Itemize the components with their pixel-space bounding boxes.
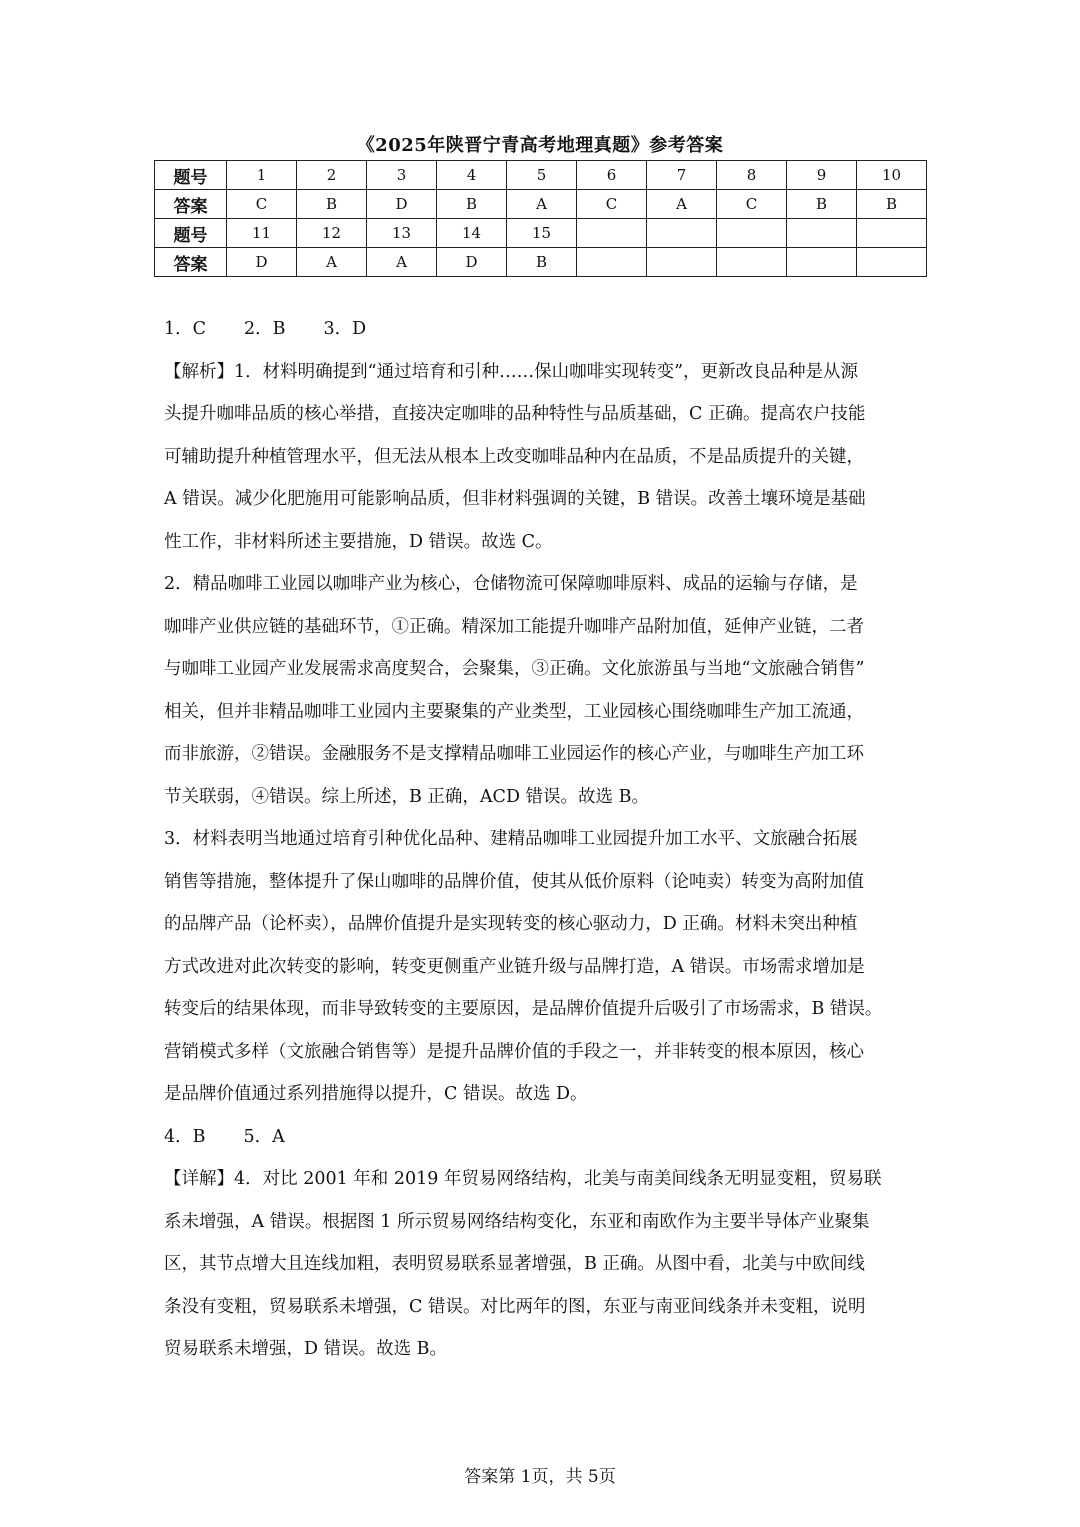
table-cell: 4 <box>437 161 507 190</box>
analysis-q2-line: 与咖啡工业园产业发展需求高度契合，会聚集，③正确。文化旅游虽与当地“文旅融合销售” <box>164 659 865 679</box>
analysis-q4-line: 区，其节点增大且连线加粗，表明贸易联系显著增强，B 正确。从图中看，北美与中欧间线 <box>164 1254 865 1274</box>
table-row <box>155 161 927 190</box>
table-cell: 9 <box>787 161 857 190</box>
table-cell: 5 <box>507 161 577 190</box>
table-cell: 14 <box>437 219 507 248</box>
analysis-q3-line: 的品牌产品（论杯卖），品牌价值提升是实现转变的核心驱动力，D 正确。材料未突出种植 <box>164 914 858 934</box>
table-cell: C <box>227 190 297 219</box>
answer-1: 1．C <box>164 319 207 339</box>
table-cell: B <box>437 190 507 219</box>
analysis-q3-line: 营销模式多样（文旅融合销售等）是提升品牌价值的手段之一，并非转变的根本原因，核心 <box>164 1041 864 1062</box>
analysis-q3-line: 方式改进对此次转变的影响，转变更侧重产业链升级与品牌打造，A 错误。市场需求增加是 <box>164 956 865 977</box>
answer-5: 5．A <box>243 1126 285 1147</box>
analysis-q1-line: 可辅助提升种植管理水平，但无法从根本上改变咖啡品种内在品质，不是品质提升的关键， <box>164 446 864 467</box>
table-cell: C <box>577 190 647 219</box>
table-cell: D <box>227 248 297 277</box>
table-cell: A <box>297 248 367 277</box>
table-row <box>155 219 927 248</box>
table-cell: A <box>507 190 577 219</box>
row-header: 题号 <box>155 161 227 190</box>
table-cell: 1 <box>227 161 297 190</box>
analysis-q4-line: 贸易联系未增强，D 错误。故选 B。 <box>164 1339 448 1359</box>
analysis-q2-line: 咖啡产业供应链的基础环节，①正确。精深加工能提升咖啡产品附加值，延伸产业链，二者 <box>164 616 864 637</box>
table-cell <box>857 219 927 248</box>
analysis-q4-line: 条没有变粗，贸易联系未增强，C 错误。对比两年的图，东亚与南亚间线条并未变粗，说明 <box>164 1296 866 1317</box>
page-footer: 答案第 1页，共 5页 <box>464 1467 616 1487</box>
document-title: 《2025年陕晋宁青高考地理真题》参考答案 <box>356 135 724 156</box>
table-cell: 2 <box>297 161 367 190</box>
table-cell: 12 <box>297 219 367 248</box>
answer-summary-4-5 <box>164 1116 920 1159</box>
table-cell: 7 <box>647 161 717 190</box>
table-cell: B <box>507 248 577 277</box>
table-cell <box>857 248 927 277</box>
answer-summary-1-3 <box>164 308 920 351</box>
explanation-body <box>164 308 920 1371</box>
table-cell: 13 <box>367 219 437 248</box>
table-cell <box>787 248 857 277</box>
answer-2: 2．B <box>244 319 286 339</box>
table-cell: B <box>787 190 857 219</box>
table-row <box>155 190 927 219</box>
table-row <box>155 248 927 277</box>
analysis-q3-line: 销售等措施，整体提升了保山咖啡的品牌价值，使其从低价原料（论吨卖）转变为高附加值 <box>164 871 864 892</box>
table-cell: 6 <box>577 161 647 190</box>
row-header: 答案 <box>155 248 227 277</box>
table-cell: A <box>367 248 437 277</box>
analysis-q1-line: 头提升咖啡品质的核心举措，直接决定咖啡的品种特性与品质基础，C 正确。提高农户技能 <box>164 404 866 424</box>
analysis-q2-line: 节关联弱，④错误。综上所述，B 正确，ACD 错误。故选 B。 <box>164 786 649 807</box>
table-cell: 3 <box>367 161 437 190</box>
analysis-q3-line: 是品牌价值通过系列措施得以提升，C 错误。故选 D。 <box>164 1084 588 1104</box>
answer-4: 4．B <box>164 1126 206 1147</box>
answer-3: 3．D <box>323 319 367 339</box>
analysis-q1-line: 【解析】1．材料明确提到“通过培育和引种……保山咖啡实现转变”，更新改良品种是从源 <box>164 361 859 382</box>
analysis-q3-line: 3．材料表明当地通过培育引种优化品种、建精品咖啡工业园提升加工水平、文旅融合拓展 <box>164 829 858 849</box>
table-cell: 11 <box>227 219 297 248</box>
analysis-q4-line: 【详解】4．对比 2001 年和 2019 年贸易网络结构，北美与南美间线条无明显变粗，贸易联 <box>164 1169 882 1189</box>
row-header: 题号 <box>155 219 227 248</box>
table-cell: 8 <box>717 161 787 190</box>
analysis-q3-line: 转变后的结果体现，而非导致转变的主要原因，是品牌价值提升后吸引了市场需求，B 错误。 <box>164 999 883 1019</box>
table-cell <box>647 219 717 248</box>
table-cell: 15 <box>507 219 577 248</box>
answer-table <box>154 160 927 277</box>
analysis-q2-line: 2．精品咖啡工业园以咖啡产业为核心，仓储物流可保障咖啡原料、成品的运输与存储，是 <box>164 574 858 594</box>
table-cell <box>787 219 857 248</box>
table-cell: A <box>647 190 717 219</box>
row-header: 答案 <box>155 190 227 219</box>
table-cell: 10 <box>857 161 927 190</box>
analysis-q1-line: A 错误。减少化肥施用可能影响品质，但非材料强调的关键，B 错误。改善土壤环境是基础 <box>164 489 866 509</box>
table-cell: D <box>367 190 437 219</box>
table-cell <box>717 219 787 248</box>
analysis-q2-line: 而非旅游，②错误。金融服务不是支撑精品咖啡工业园运作的核心产业，与咖啡生产加工环 <box>164 744 864 764</box>
table-cell <box>577 219 647 248</box>
analysis-q2-line: 相关，但并非精品咖啡工业园内主要聚集的产业类型，工业园核心围绕咖啡生产加工流通， <box>164 701 864 722</box>
analysis-q4-line: 系未增强，A 错误。根据图 1 所示贸易网络结构变化，东亚和南欧作为主要半导体产业聚集 <box>164 1211 870 1232</box>
table-cell: C <box>717 190 787 219</box>
analysis-q1-line: 性工作，非材料所述主要措施，D 错误。故选 C。 <box>164 531 553 552</box>
table-cell <box>717 248 787 277</box>
table-cell: B <box>857 190 927 219</box>
table-cell: B <box>297 190 367 219</box>
table-cell <box>647 248 717 277</box>
table-cell <box>577 248 647 277</box>
table-cell: D <box>437 248 507 277</box>
